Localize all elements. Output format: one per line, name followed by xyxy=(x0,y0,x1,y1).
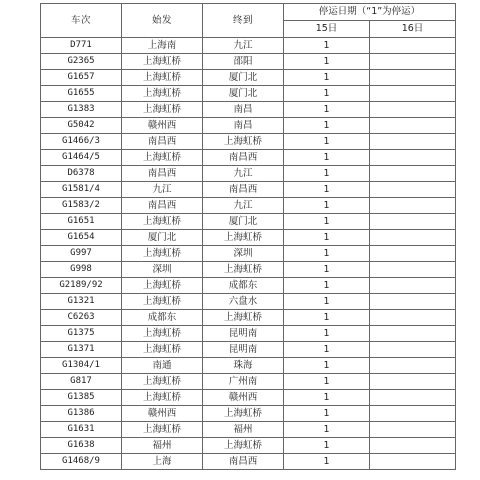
day16-cell xyxy=(370,182,456,198)
day15-cell: 1 xyxy=(284,198,370,214)
day15-cell: 1 xyxy=(284,454,370,470)
destination-cell: 九江 xyxy=(203,198,284,214)
table-row xyxy=(41,38,456,54)
destination-cell: 九江 xyxy=(203,166,284,182)
train-no-cell: G998 xyxy=(41,262,122,278)
day16-cell xyxy=(370,198,456,214)
table-row xyxy=(41,310,456,326)
day16-cell xyxy=(370,118,456,134)
table-row xyxy=(41,326,456,342)
origin-cell: 上海虹桥 xyxy=(122,102,203,118)
train-no-cell: G1654 xyxy=(41,230,122,246)
train-no-cell: G1655 xyxy=(41,86,122,102)
train-no-cell: G817 xyxy=(41,374,122,390)
day15-cell: 1 xyxy=(284,118,370,134)
destination-cell: 昆明南 xyxy=(203,326,284,342)
day15-cell: 1 xyxy=(284,438,370,454)
train-no-cell: C6263 xyxy=(41,310,122,326)
day15-cell: 1 xyxy=(284,406,370,422)
train-no-cell: G1581/4 xyxy=(41,182,122,198)
origin-cell: 深圳 xyxy=(122,262,203,278)
day15-cell: 1 xyxy=(284,278,370,294)
header-suspension-dates: 停运日期（“1”为停运） xyxy=(284,4,456,21)
header-day16: 16日 xyxy=(370,21,456,38)
header-destination: 终到 xyxy=(203,4,284,38)
destination-cell: 上海虹桥 xyxy=(203,134,284,150)
train-no-cell: G2189/92 xyxy=(41,278,122,294)
train-no-cell: G5042 xyxy=(41,118,122,134)
origin-cell: 上海虹桥 xyxy=(122,422,203,438)
origin-cell: 赣州西 xyxy=(122,118,203,134)
table-row xyxy=(41,246,456,262)
destination-cell: 九江 xyxy=(203,38,284,54)
day15-cell: 1 xyxy=(284,230,370,246)
origin-cell: 南昌西 xyxy=(122,198,203,214)
table-row xyxy=(41,390,456,406)
header-row xyxy=(41,4,456,21)
day15-cell: 1 xyxy=(284,86,370,102)
destination-cell: 厦门北 xyxy=(203,86,284,102)
train-no-cell: G1321 xyxy=(41,294,122,310)
table-row xyxy=(41,342,456,358)
day16-cell xyxy=(370,134,456,150)
day15-cell: 1 xyxy=(284,310,370,326)
header-origin: 始发 xyxy=(122,4,203,38)
train-no-cell: G1583/2 xyxy=(41,198,122,214)
destination-cell: 上海虹桥 xyxy=(203,438,284,454)
day16-cell xyxy=(370,214,456,230)
table-row xyxy=(41,230,456,246)
day15-cell: 1 xyxy=(284,390,370,406)
origin-cell: 上海虹桥 xyxy=(122,86,203,102)
destination-cell: 福州 xyxy=(203,422,284,438)
table-row xyxy=(41,358,456,374)
origin-cell: 上海虹桥 xyxy=(122,326,203,342)
day16-cell xyxy=(370,70,456,86)
day16-cell xyxy=(370,102,456,118)
table-row xyxy=(41,182,456,198)
day16-cell xyxy=(370,246,456,262)
table-row xyxy=(41,454,456,470)
day15-cell: 1 xyxy=(284,38,370,54)
day16-cell xyxy=(370,406,456,422)
day15-cell: 1 xyxy=(284,182,370,198)
origin-cell: 厦门北 xyxy=(122,230,203,246)
train-no-cell: D771 xyxy=(41,38,122,54)
train-no-cell: G1464/5 xyxy=(41,150,122,166)
day15-cell: 1 xyxy=(284,358,370,374)
origin-cell: 南昌西 xyxy=(122,166,203,182)
train-no-cell: G1468/9 xyxy=(41,454,122,470)
destination-cell: 南昌西 xyxy=(203,150,284,166)
day15-cell: 1 xyxy=(284,102,370,118)
day16-cell xyxy=(370,358,456,374)
origin-cell: 上海虹桥 xyxy=(122,278,203,294)
day15-cell: 1 xyxy=(284,166,370,182)
day15-cell: 1 xyxy=(284,342,370,358)
day15-cell: 1 xyxy=(284,246,370,262)
day16-cell xyxy=(370,278,456,294)
destination-cell: 赣州西 xyxy=(203,390,284,406)
day15-cell: 1 xyxy=(284,70,370,86)
train-no-cell: G1385 xyxy=(41,390,122,406)
origin-cell: 成都东 xyxy=(122,310,203,326)
table-row xyxy=(41,214,456,230)
origin-cell: 上海虹桥 xyxy=(122,342,203,358)
table-row xyxy=(41,102,456,118)
train-no-cell: G1638 xyxy=(41,438,122,454)
day15-cell: 1 xyxy=(284,374,370,390)
day15-cell: 1 xyxy=(284,294,370,310)
table-row xyxy=(41,166,456,182)
header-train-no: 车次 xyxy=(41,4,122,38)
destination-cell: 上海虹桥 xyxy=(203,230,284,246)
origin-cell: 上海虹桥 xyxy=(122,70,203,86)
origin-cell: 南通 xyxy=(122,358,203,374)
table-row xyxy=(41,422,456,438)
destination-cell: 邵阳 xyxy=(203,54,284,70)
destination-cell: 昆明南 xyxy=(203,342,284,358)
origin-cell: 南昌西 xyxy=(122,134,203,150)
table-row xyxy=(41,150,456,166)
table-row xyxy=(41,406,456,422)
destination-cell: 厦门北 xyxy=(203,214,284,230)
day16-cell xyxy=(370,310,456,326)
train-no-cell: G1466/3 xyxy=(41,134,122,150)
origin-cell: 上海 xyxy=(122,454,203,470)
table-row xyxy=(41,86,456,102)
destination-cell: 南昌 xyxy=(203,102,284,118)
origin-cell: 上海虹桥 xyxy=(122,150,203,166)
destination-cell: 六盘水 xyxy=(203,294,284,310)
table-row xyxy=(41,70,456,86)
origin-cell: 上海南 xyxy=(122,38,203,54)
origin-cell: 赣州西 xyxy=(122,406,203,422)
train-no-cell: G1651 xyxy=(41,214,122,230)
table-row xyxy=(41,118,456,134)
train-no-cell: G2365 xyxy=(41,54,122,70)
day15-cell: 1 xyxy=(284,262,370,278)
table-row xyxy=(41,54,456,70)
day16-cell xyxy=(370,294,456,310)
destination-cell: 厦门北 xyxy=(203,70,284,86)
day15-cell: 1 xyxy=(284,214,370,230)
day16-cell xyxy=(370,86,456,102)
day16-cell xyxy=(370,342,456,358)
table-row xyxy=(41,134,456,150)
train-no-cell: G1304/1 xyxy=(41,358,122,374)
day16-cell xyxy=(370,454,456,470)
destination-cell: 上海虹桥 xyxy=(203,262,284,278)
day15-cell: 1 xyxy=(284,326,370,342)
origin-cell: 上海虹桥 xyxy=(122,390,203,406)
train-no-cell: G1383 xyxy=(41,102,122,118)
destination-cell: 上海虹桥 xyxy=(203,406,284,422)
suspension-table xyxy=(40,3,456,470)
table-row xyxy=(41,198,456,214)
origin-cell: 上海虹桥 xyxy=(122,374,203,390)
train-no-cell: G1657 xyxy=(41,70,122,86)
table-row xyxy=(41,438,456,454)
table-row xyxy=(41,374,456,390)
train-no-cell: G1631 xyxy=(41,422,122,438)
train-no-cell: G1386 xyxy=(41,406,122,422)
destination-cell: 广州南 xyxy=(203,374,284,390)
origin-cell: 上海虹桥 xyxy=(122,246,203,262)
day16-cell xyxy=(370,54,456,70)
day15-cell: 1 xyxy=(284,422,370,438)
day15-cell: 1 xyxy=(284,54,370,70)
day16-cell xyxy=(370,150,456,166)
destination-cell: 上海虹桥 xyxy=(203,310,284,326)
day16-cell xyxy=(370,374,456,390)
train-no-cell: G997 xyxy=(41,246,122,262)
origin-cell: 上海虹桥 xyxy=(122,294,203,310)
day16-cell xyxy=(370,262,456,278)
destination-cell: 南昌西 xyxy=(203,454,284,470)
origin-cell: 上海虹桥 xyxy=(122,214,203,230)
table-row xyxy=(41,294,456,310)
day16-cell xyxy=(370,230,456,246)
table-row xyxy=(41,262,456,278)
destination-cell: 深圳 xyxy=(203,246,284,262)
day16-cell xyxy=(370,326,456,342)
origin-cell: 上海虹桥 xyxy=(122,54,203,70)
destination-cell: 成都东 xyxy=(203,278,284,294)
day15-cell: 1 xyxy=(284,134,370,150)
table-row xyxy=(41,278,456,294)
destination-cell: 南昌 xyxy=(203,118,284,134)
day16-cell xyxy=(370,422,456,438)
destination-cell: 珠海 xyxy=(203,358,284,374)
destination-cell: 南昌西 xyxy=(203,182,284,198)
train-no-cell: G1371 xyxy=(41,342,122,358)
table-body xyxy=(41,38,456,470)
day16-cell xyxy=(370,390,456,406)
origin-cell: 福州 xyxy=(122,438,203,454)
header-day15: 15日 xyxy=(284,21,370,38)
train-no-cell: G1375 xyxy=(41,326,122,342)
day15-cell: 1 xyxy=(284,150,370,166)
day16-cell xyxy=(370,166,456,182)
day16-cell xyxy=(370,38,456,54)
origin-cell: 九江 xyxy=(122,182,203,198)
train-no-cell: D6378 xyxy=(41,166,122,182)
day16-cell xyxy=(370,438,456,454)
